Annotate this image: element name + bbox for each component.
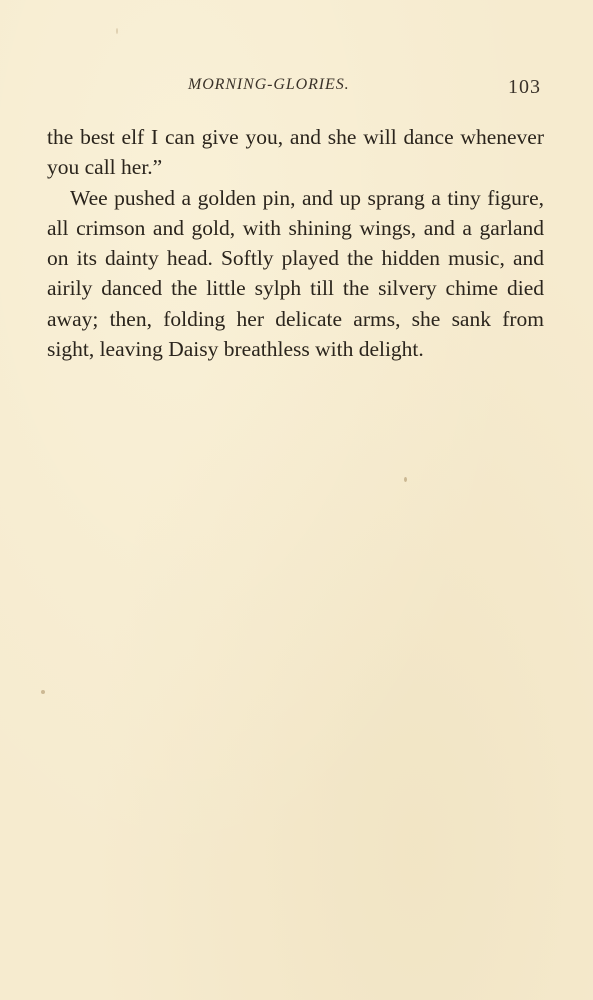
running-title: MORNING-GLORIES.: [188, 76, 350, 93]
body-text: [47, 122, 544, 364]
paragraph: Wee pushed a golden pin, and up sprang a tiny figure, all crimson and gold, with shining wings, and a garland on its dainty head. Softly played the hidden music, and airily danced the little sylph till the silvery chime died away; then, folding her delicate arms, she sank from sight, leaving Daisy breathless with delight.: [47, 185, 544, 362]
paragraph-continuation: the best elf I can give you, and she will dance whenever you call her.”: [47, 125, 544, 180]
paper-speck: [404, 477, 407, 482]
running-header: [0, 76, 593, 100]
paper-speck: [41, 690, 45, 694]
paper-speck: [116, 28, 118, 34]
page-number: 103: [508, 76, 541, 98]
